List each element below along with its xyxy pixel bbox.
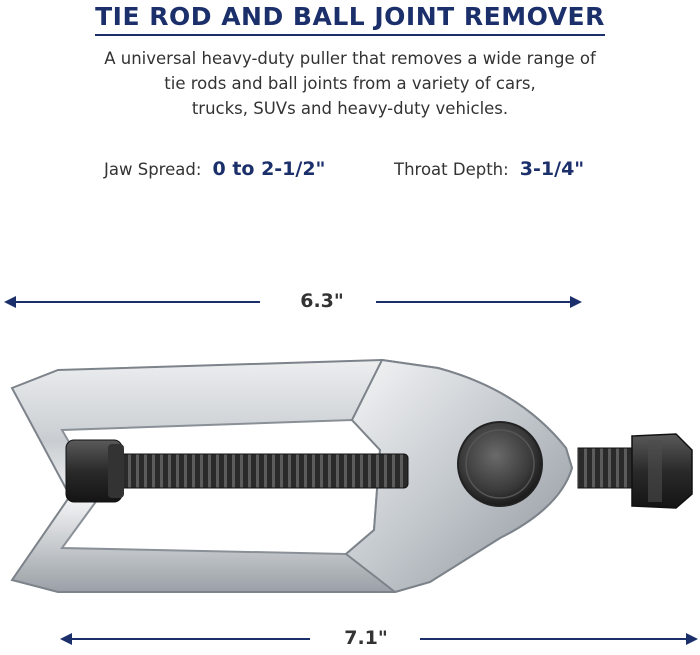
jaw-spread-spec bbox=[104, 158, 325, 180]
description-line-3: trucks, SUVs and heavy-duty vehicles. bbox=[191, 99, 509, 118]
top-dimension bbox=[0, 290, 700, 314]
throat-depth-spec bbox=[394, 158, 584, 180]
dimension-line-left bbox=[70, 638, 310, 640]
description-line-1: A universal heavy-duty puller that removes a wide range of bbox=[104, 49, 596, 68]
bottom-length-label: 7.1" bbox=[344, 627, 388, 649]
bottom-dimension bbox=[0, 627, 700, 651]
arrow-right-icon bbox=[570, 296, 582, 308]
dimension-line-right bbox=[420, 638, 686, 640]
tie-rod-puller-image bbox=[0, 330, 700, 620]
throat-depth-label: Throat Depth: bbox=[394, 160, 509, 179]
top-length-label: 6.3" bbox=[300, 290, 344, 312]
product-description bbox=[60, 46, 640, 121]
page-title: TIE ROD AND BALL JOINT REMOVER bbox=[95, 2, 605, 31]
dimension-line-right bbox=[376, 301, 572, 303]
title-underline bbox=[95, 34, 605, 36]
dimension-line-left bbox=[14, 301, 260, 303]
jaw-spread-value: 0 to 2-1/2" bbox=[212, 158, 326, 180]
throat-depth-value: 3-1/4" bbox=[519, 158, 585, 180]
jaw-spread-label: Jaw Spread: bbox=[104, 160, 202, 179]
arrow-right-icon bbox=[686, 633, 698, 645]
description-line-2: tie rods and ball joints from a variety of cars, bbox=[164, 74, 536, 93]
